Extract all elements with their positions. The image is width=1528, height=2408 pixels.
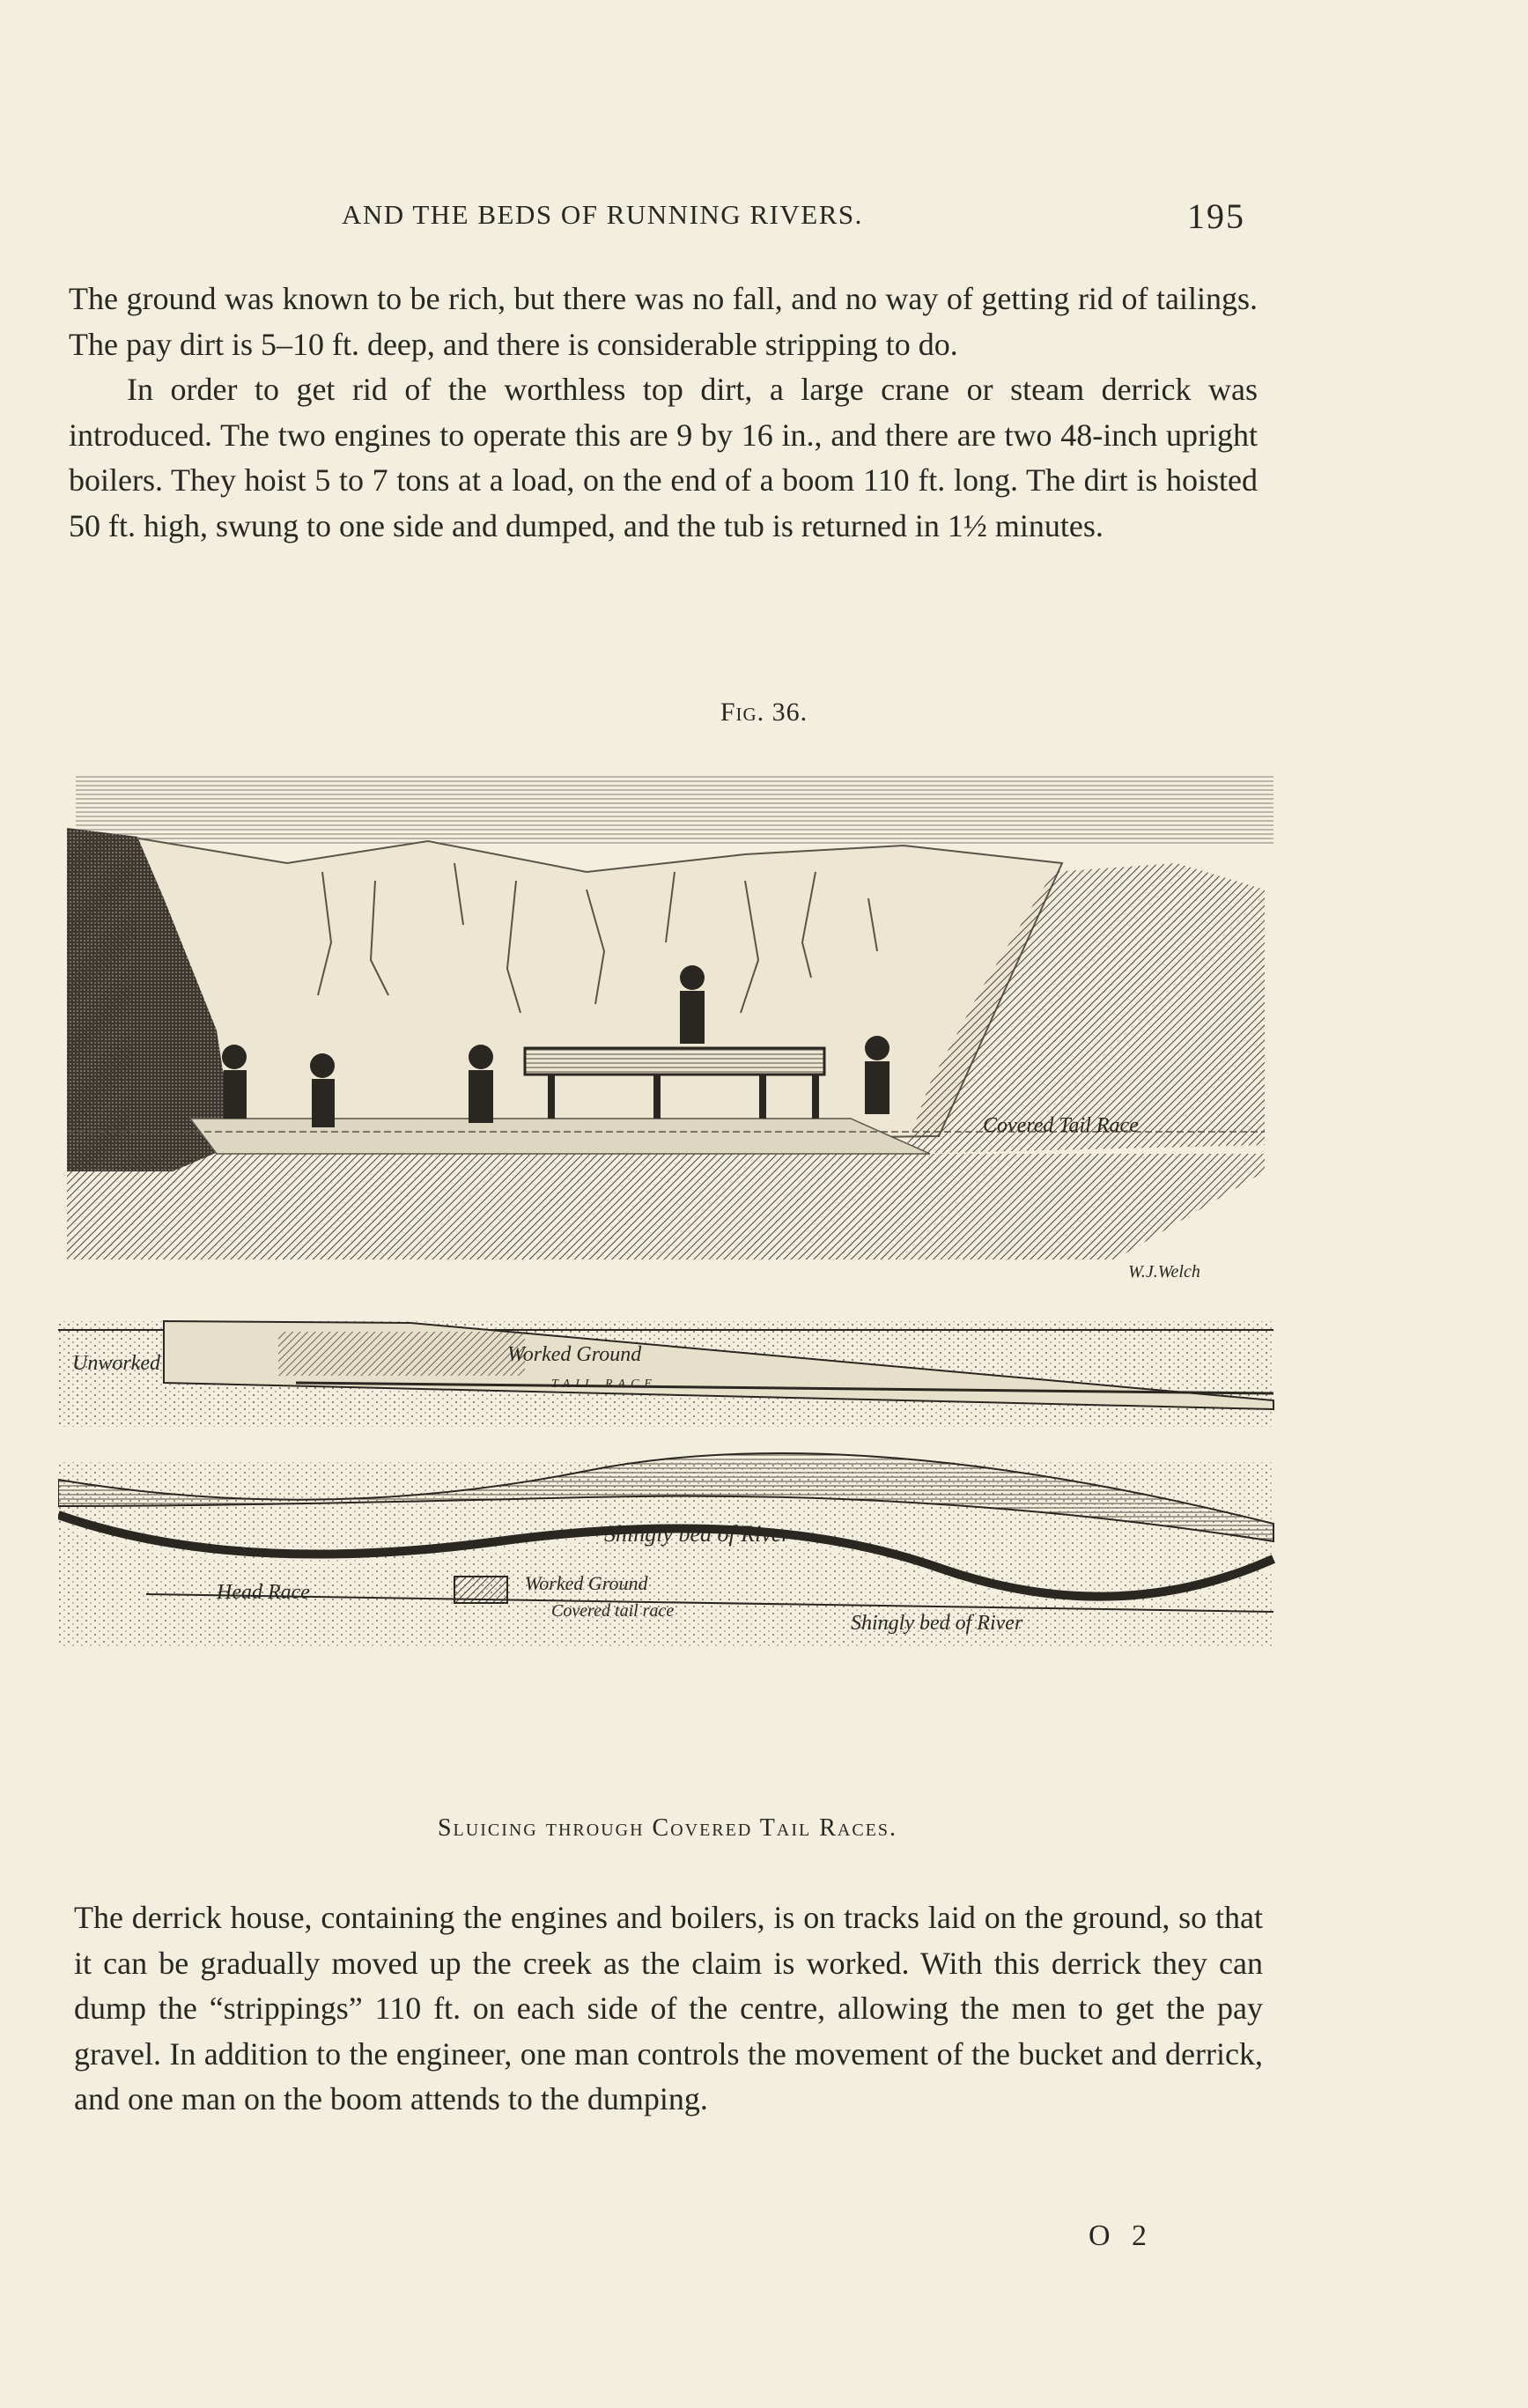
figure-label — [0, 698, 1528, 728]
label-head-race: Head Race — [217, 1581, 310, 1604]
running-head-title: AND THE BEDS OF RUNNING RIVERS. — [342, 199, 863, 230]
signature-mark: O 2 — [1089, 2220, 1155, 2252]
label-worked-ground: Worked Ground — [507, 1343, 642, 1366]
body-text-top — [69, 277, 1258, 549]
label-unworked: Unworked — [72, 1352, 160, 1375]
paragraph: The derrick house, containing the engines and boilers, is on tracks laid on the ground, so that it can be gradually moved up the creek as the claim is worked. With this derrick they can dump the “strippings” 110 ft. on each side of the centre, allowing the men to get the pay gravel. In addition to the engineer, one man controls the movement of the bucket and derrick, and one man on the boom attends to the dumping. — [74, 1900, 1263, 2116]
figure-caption: Sluicing through Covered Tail Races. — [437, 1814, 898, 1842]
label-shingly-bed-bottom: Shingly bed of River — [851, 1612, 1023, 1635]
paragraph: In order to get rid of the worthless top dirt, a large crane or steam derrick was introduced. The two engines to operate this are 9 by 16 in., and there are two 48-inch upright boilers. They hoist 5 to 7 tons at a load, on the end of a boom 110 ft. long. The dirt is hoisted 50 ft. high, swung to one side and dumped, and the tub is returned in 1½ minutes. — [69, 372, 1258, 543]
section-diagram — [58, 1321, 1273, 1427]
body-text-bottom — [74, 1895, 1263, 2123]
paragraph: The ground was known to be rich, but there was no fall, and no way of getting rid of tailings. The pay dirt is 5–10 ft. deep, and there is considerable stripping to do. — [69, 281, 1258, 362]
label-worked-ground-plan: Worked Ground — [525, 1572, 648, 1594]
label-shingly-bed-top: Shingly bed of River — [604, 1521, 791, 1547]
engraver-signature: W.J.Welch — [1128, 1262, 1200, 1282]
page-number: 195 — [1187, 196, 1245, 236]
label-covered-tail-race: Covered Tail Race — [983, 1114, 1139, 1137]
pit-scene — [67, 828, 1265, 1259]
plan-diagram — [58, 1453, 1273, 1647]
sky-hatching — [76, 775, 1273, 846]
label-covered-tail-race-plan: Covered tail race — [551, 1601, 675, 1621]
figure-illustration — [58, 766, 1282, 1788]
figure-label-text: Fig. 36. — [720, 698, 808, 727]
label-tail-race: TAIL RACE — [551, 1378, 657, 1391]
